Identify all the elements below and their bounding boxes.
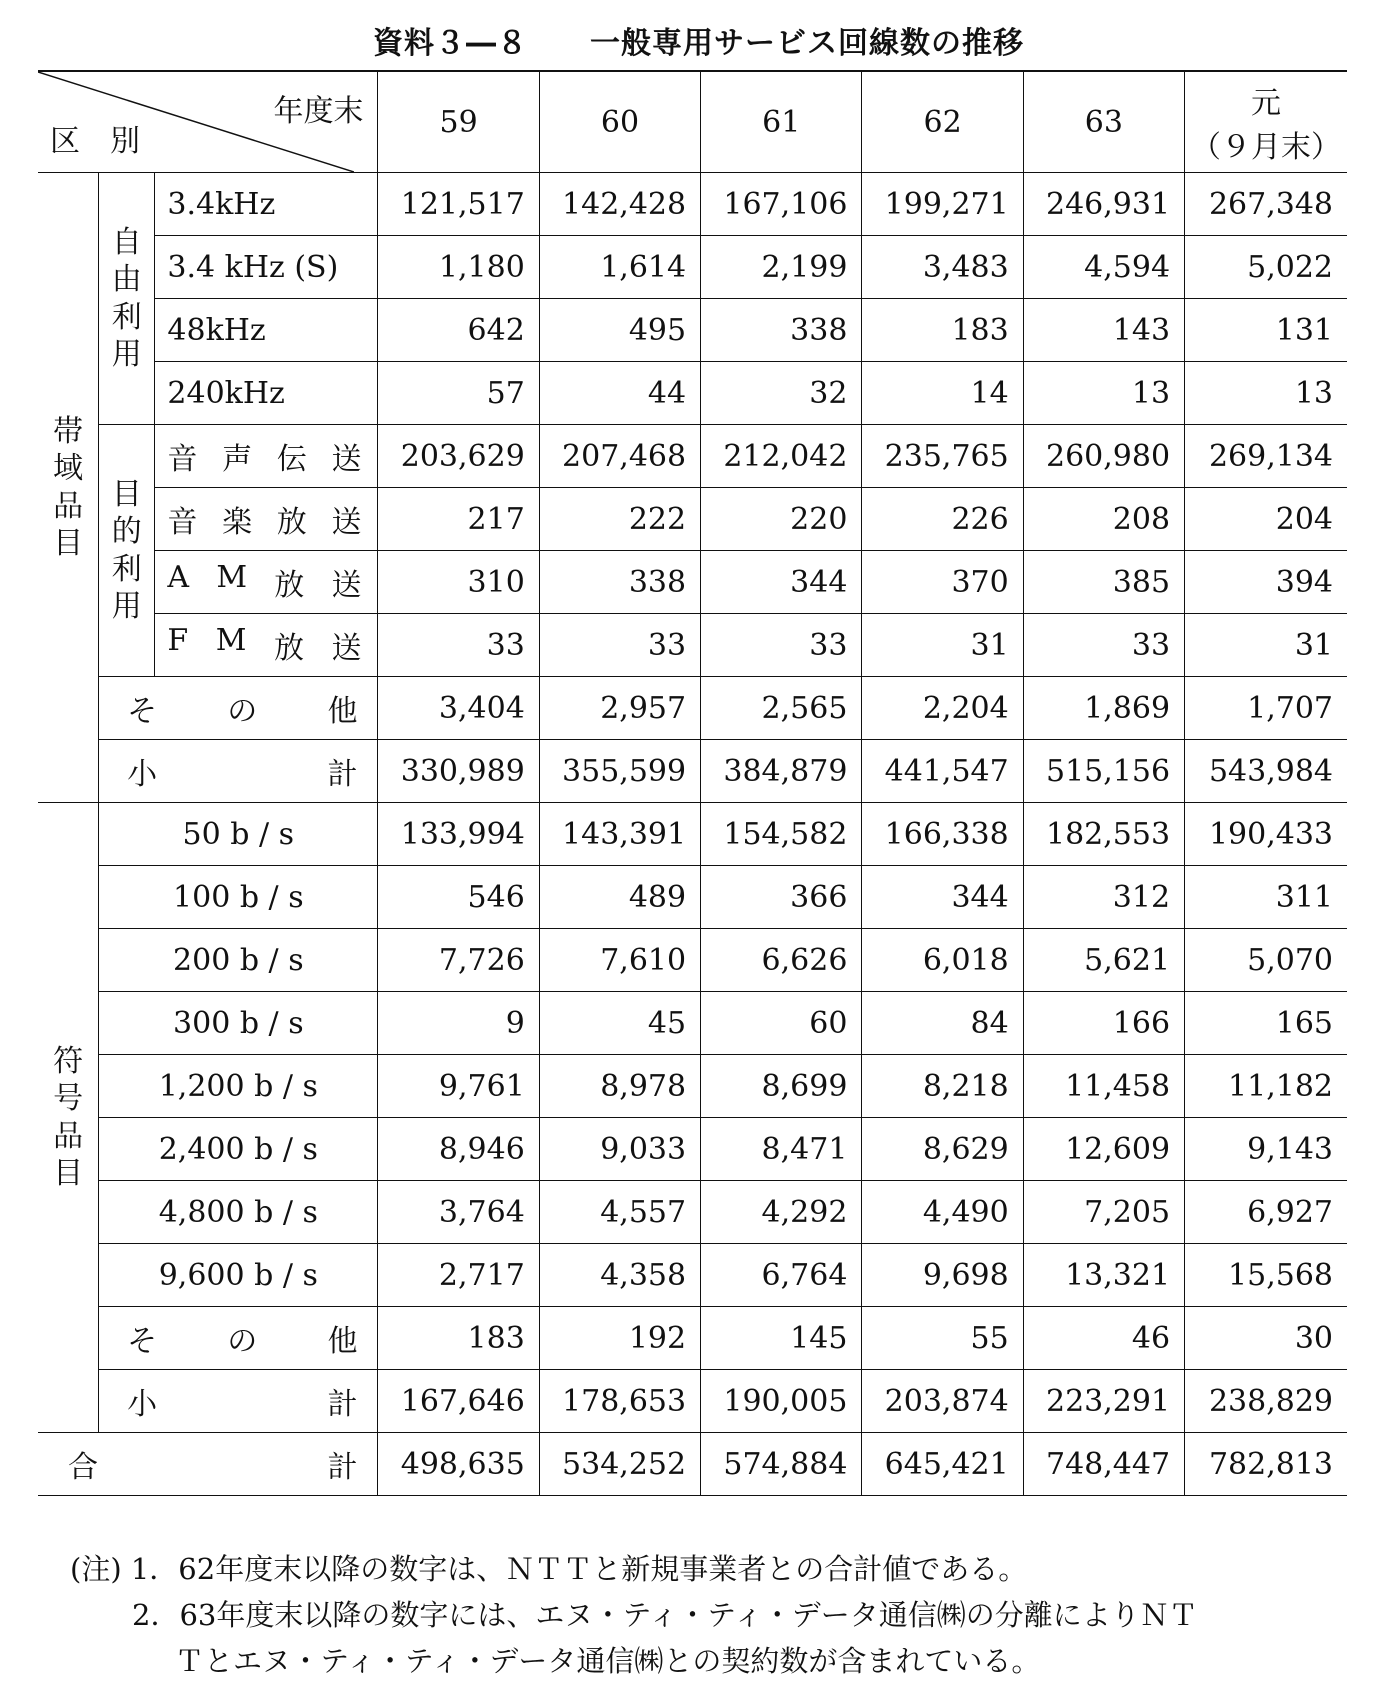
value-cell: 267,348 [1185, 173, 1347, 236]
label-char: 音 [167, 442, 198, 477]
label-char: 送 [331, 442, 362, 477]
label-char: A [167, 560, 190, 595]
year-header-last-line1: 元 [1251, 86, 1282, 121]
value-cell: 8,978 [539, 1055, 700, 1118]
value-cell: 8,471 [701, 1118, 862, 1181]
value-cell: 384,879 [701, 740, 862, 803]
value-cell: 167,106 [701, 173, 862, 236]
value-cell: 13 [1023, 362, 1184, 425]
value-cell: 246,931 [1023, 173, 1184, 236]
value-cell: 366 [701, 866, 862, 929]
value-cell: 203,629 [378, 425, 539, 488]
label-char: 放 [274, 568, 305, 603]
value-cell: 1,614 [539, 236, 700, 299]
value-cell: 32 [701, 362, 862, 425]
value-cell: 57 [378, 362, 539, 425]
value-cell: 344 [701, 551, 862, 614]
spaced-label [99, 1316, 377, 1360]
value-cell: 166 [1023, 992, 1184, 1055]
value-cell: 199,271 [862, 173, 1023, 236]
value-cell: 45 [539, 992, 700, 1055]
value-cell: 4,594 [1023, 236, 1184, 299]
value-cell: 338 [701, 299, 862, 362]
label-char: F [167, 623, 189, 658]
header-row [38, 71, 1347, 173]
value-cell: 9,143 [1185, 1118, 1347, 1181]
row-label [155, 425, 378, 488]
value-cell: 6,764 [701, 1244, 862, 1307]
value-cell: 8,946 [378, 1118, 539, 1181]
value-cell: 310 [378, 551, 539, 614]
value-cell: 84 [862, 992, 1023, 1055]
code-subtotal-row [38, 1370, 1347, 1433]
value-cell: 498,635 [378, 1433, 539, 1496]
label-char: 送 [331, 568, 362, 603]
label-char: 他 [327, 1324, 358, 1359]
row-label: 4,800 b / s [99, 1181, 378, 1244]
row-label: 9,600 b / s [99, 1244, 378, 1307]
table-row [38, 362, 1347, 425]
label-char: 楽 [222, 505, 253, 540]
value-cell: 167,646 [378, 1370, 539, 1433]
value-cell: 7,610 [539, 929, 700, 992]
footnote-2-cont: Ｔとエヌ・ティ・ティ・データ通信㈱との契約数が含まれている。 [175, 1644, 1041, 1678]
label-char: 小 [127, 757, 158, 792]
value-cell: 33 [539, 614, 700, 677]
label-char: の [227, 1324, 258, 1359]
table-row [38, 551, 1347, 614]
value-cell: 11,458 [1023, 1055, 1184, 1118]
value-cell: 13 [1185, 362, 1347, 425]
value-cell: 212,042 [701, 425, 862, 488]
value-cell: 4,557 [539, 1181, 700, 1244]
row-label [99, 677, 378, 740]
value-cell: 3,764 [378, 1181, 539, 1244]
value-cell: 260,980 [1023, 425, 1184, 488]
value-cell: 4,490 [862, 1181, 1023, 1244]
row-label: 3.4 kHz (S) [155, 236, 378, 299]
value-cell: 9,698 [862, 1244, 1023, 1307]
document-title: 資料３―８ 一般専用サービス回線数の推移 [373, 26, 1024, 61]
label-char: 送 [331, 631, 362, 666]
label-char: M [215, 623, 247, 658]
spaced-label [167, 434, 377, 478]
value-cell: 12,609 [1023, 1118, 1184, 1181]
value-cell: 222 [539, 488, 700, 551]
value-cell: 238,829 [1185, 1370, 1347, 1433]
value-cell: 6,626 [701, 929, 862, 992]
row-label: 200 b / s [99, 929, 378, 992]
label-char: 計 [327, 1387, 358, 1422]
label-char: 小 [127, 1387, 158, 1422]
purpose-use-label: 目 的 利 用 [99, 425, 155, 677]
corner-bottom-label: 区 別 [50, 124, 140, 159]
table-row [38, 299, 1347, 362]
table-row [38, 1244, 1347, 1307]
value-cell: 269,134 [1185, 425, 1347, 488]
value-cell: 8,218 [862, 1055, 1023, 1118]
value-cell: 145 [701, 1307, 862, 1370]
value-cell: 7,205 [1023, 1181, 1184, 1244]
value-cell: 441,547 [862, 740, 1023, 803]
label-char: 声 [222, 442, 253, 477]
year-header: 59 [378, 71, 539, 173]
label-char: 放 [276, 505, 307, 540]
value-cell: 543,984 [1185, 740, 1347, 803]
label-char: そ [127, 1324, 158, 1359]
value-cell: 46 [1023, 1307, 1184, 1370]
value-cell: 178,653 [539, 1370, 700, 1433]
row-label: 240kHz [155, 362, 378, 425]
value-cell: 208 [1023, 488, 1184, 551]
code-group-label: 符 号 品 目 [38, 803, 99, 1433]
value-cell: 190,433 [1185, 803, 1347, 866]
value-cell: 2,199 [701, 236, 862, 299]
value-cell: 165 [1185, 992, 1347, 1055]
table-row [38, 1055, 1347, 1118]
row-label: 48kHz [155, 299, 378, 362]
table-row [38, 614, 1347, 677]
value-cell: 217 [378, 488, 539, 551]
value-cell: 344 [862, 866, 1023, 929]
footnote-1: (注) 1．62年度末以降の数字は、ＮＴＴと新規事業者との合計値である。 [70, 1552, 1028, 1586]
year-header: 60 [539, 71, 700, 173]
value-cell: 5,621 [1023, 929, 1184, 992]
value-cell: 9 [378, 992, 539, 1055]
value-cell: 2,204 [862, 677, 1023, 740]
value-cell: 534,252 [539, 1433, 700, 1496]
value-cell: 131 [1185, 299, 1347, 362]
table-row [38, 236, 1347, 299]
value-cell: 748,447 [1023, 1433, 1184, 1496]
value-cell: 31 [862, 614, 1023, 677]
value-cell: 9,033 [539, 1118, 700, 1181]
value-cell: 9,761 [378, 1055, 539, 1118]
year-header-last [1185, 71, 1347, 173]
value-cell: 143 [1023, 299, 1184, 362]
value-cell: 782,813 [1185, 1433, 1347, 1496]
value-cell: 33 [378, 614, 539, 677]
value-cell: 1,180 [378, 236, 539, 299]
row-label: 100 b / s [99, 866, 378, 929]
table-row [38, 1118, 1347, 1181]
value-cell: 3,404 [378, 677, 539, 740]
value-cell: 121,517 [378, 173, 539, 236]
label-char: そ [127, 694, 158, 729]
value-cell: 154,582 [701, 803, 862, 866]
value-cell: 5,022 [1185, 236, 1347, 299]
value-cell: 190,005 [701, 1370, 862, 1433]
row-label [99, 740, 378, 803]
value-cell: 8,699 [701, 1055, 862, 1118]
value-cell: 338 [539, 551, 700, 614]
spaced-label [167, 560, 377, 604]
value-cell: 44 [539, 362, 700, 425]
band-subtotal-row [38, 740, 1347, 803]
value-cell: 183 [862, 299, 1023, 362]
label-char: 音 [167, 505, 198, 540]
value-cell: 394 [1185, 551, 1347, 614]
label-char: 放 [273, 631, 304, 666]
value-cell: 370 [862, 551, 1023, 614]
spaced-label [99, 1379, 377, 1423]
value-cell: 5,070 [1185, 929, 1347, 992]
value-cell: 312 [1023, 866, 1184, 929]
value-cell: 14 [862, 362, 1023, 425]
table-row [38, 1181, 1347, 1244]
row-label: 300 b / s [99, 992, 378, 1055]
row-label [155, 614, 378, 677]
footnote-2: 2．63年度末以降の数字には、エヌ・ティ・ティ・データ通信㈱の分離によりＮＴ [132, 1598, 1198, 1632]
value-cell: 13,321 [1023, 1244, 1184, 1307]
label-char: 送 [331, 505, 362, 540]
year-header-last-line2: （９月末） [1191, 130, 1342, 165]
value-cell: 143,391 [539, 803, 700, 866]
year-header: 62 [862, 71, 1023, 173]
label-char: 合 [68, 1450, 98, 1485]
value-cell: 223,291 [1023, 1370, 1184, 1433]
row-label: 3.4kHz [155, 173, 378, 236]
value-cell: 515,156 [1023, 740, 1184, 803]
value-cell: 60 [701, 992, 862, 1055]
spaced-label [99, 686, 377, 730]
band-group-label: 帯 域 品 目 [38, 173, 99, 803]
value-cell: 166,338 [862, 803, 1023, 866]
value-cell: 7,726 [378, 929, 539, 992]
free-use-label: 自 由 利 用 [99, 173, 155, 425]
row-label [155, 551, 378, 614]
value-cell: 3,483 [862, 236, 1023, 299]
value-cell: 642 [378, 299, 539, 362]
label-char: 他 [327, 694, 358, 729]
value-cell: 15,568 [1185, 1244, 1347, 1307]
table-row [38, 173, 1347, 236]
value-cell: 495 [539, 299, 700, 362]
value-cell: 546 [378, 866, 539, 929]
value-cell: 220 [701, 488, 862, 551]
table-row [38, 866, 1347, 929]
value-cell: 55 [862, 1307, 1023, 1370]
value-cell: 2,957 [539, 677, 700, 740]
value-cell: 645,421 [862, 1433, 1023, 1496]
value-cell: 2,717 [378, 1244, 539, 1307]
table-row [38, 992, 1347, 1055]
value-cell: 31 [1185, 614, 1347, 677]
value-cell: 203,874 [862, 1370, 1023, 1433]
value-cell: 192 [539, 1307, 700, 1370]
service-lines-table [38, 70, 1347, 1496]
label-char: の [227, 694, 258, 729]
value-cell: 142,428 [539, 173, 700, 236]
value-cell: 330,989 [378, 740, 539, 803]
value-cell: 2,565 [701, 677, 862, 740]
value-cell: 1,707 [1185, 677, 1347, 740]
row-label: 2,400 b / s [99, 1118, 378, 1181]
label-char: 伝 [276, 442, 307, 477]
row-label [155, 488, 378, 551]
spaced-label [167, 623, 377, 667]
value-cell: 311 [1185, 866, 1347, 929]
value-cell: 4,292 [701, 1181, 862, 1244]
code-other-row [38, 1307, 1347, 1370]
value-cell: 355,599 [539, 740, 700, 803]
row-label: 50 b / s [99, 803, 378, 866]
value-cell: 489 [539, 866, 700, 929]
value-cell: 8,629 [862, 1118, 1023, 1181]
value-cell: 133,994 [378, 803, 539, 866]
total-row [38, 1433, 1347, 1496]
value-cell: 33 [701, 614, 862, 677]
table-body [38, 71, 1347, 1496]
year-header: 63 [1023, 71, 1184, 173]
table-row [38, 803, 1347, 866]
value-cell: 182,553 [1023, 803, 1184, 866]
value-cell: 207,468 [539, 425, 700, 488]
band-other-row [38, 677, 1347, 740]
corner-top-label: 年度末 [273, 94, 364, 129]
value-cell: 6,927 [1185, 1181, 1347, 1244]
value-cell: 1,869 [1023, 677, 1184, 740]
label-char: M [216, 560, 248, 595]
value-cell: 30 [1185, 1307, 1347, 1370]
value-cell: 226 [862, 488, 1023, 551]
value-cell: 6,018 [862, 929, 1023, 992]
total-label [38, 1433, 378, 1496]
spaced-label [38, 1442, 377, 1486]
table-row [38, 425, 1347, 488]
label-char: 計 [327, 757, 358, 792]
value-cell: 4,358 [539, 1244, 700, 1307]
value-cell: 235,765 [862, 425, 1023, 488]
label-char: 計 [327, 1450, 358, 1485]
row-label: 1,200 b / s [99, 1055, 378, 1118]
spaced-label [167, 497, 377, 541]
corner-cell [38, 71, 378, 173]
value-cell: 33 [1023, 614, 1184, 677]
row-label [99, 1307, 378, 1370]
table-row [38, 488, 1347, 551]
value-cell: 183 [378, 1307, 539, 1370]
value-cell: 11,182 [1185, 1055, 1347, 1118]
table-row [38, 929, 1347, 992]
footnotes [70, 1546, 1350, 1684]
row-label [99, 1370, 378, 1433]
value-cell: 574,884 [701, 1433, 862, 1496]
spaced-label [99, 749, 377, 793]
value-cell: 385 [1023, 551, 1184, 614]
value-cell: 204 [1185, 488, 1347, 551]
year-header: 61 [701, 71, 862, 173]
